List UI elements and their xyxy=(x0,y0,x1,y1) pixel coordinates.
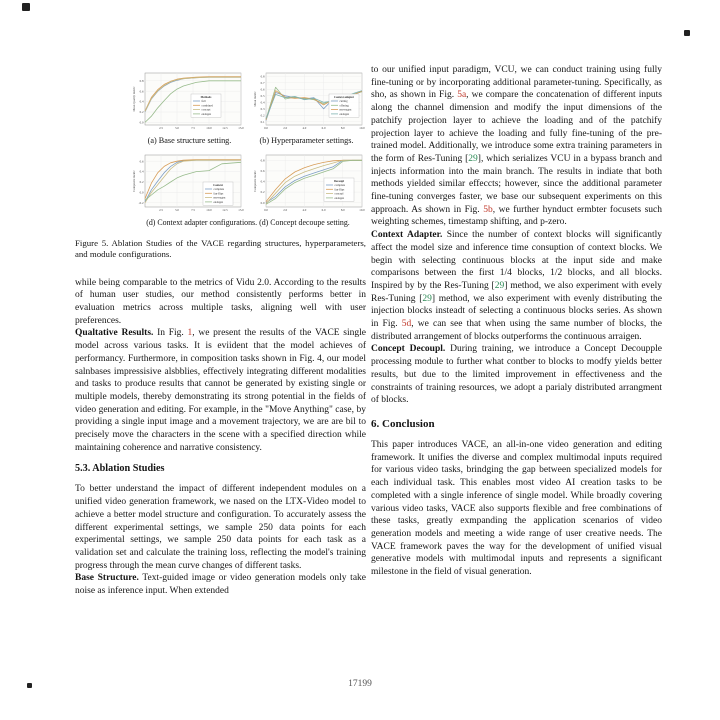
scan-artifact-mark xyxy=(684,30,690,36)
subplot-d-line-chart xyxy=(252,152,365,216)
svg-text:Mean Quality metric: Mean Quality metric xyxy=(132,86,136,112)
svg-text:6.0: 6.0 xyxy=(321,126,326,131)
paragraph xyxy=(75,327,366,454)
svg-text:complete: complete xyxy=(213,187,225,192)
runin-heading-base-structure: Base Structure. xyxy=(75,573,139,584)
svg-text:0.8: 0.8 xyxy=(260,74,265,79)
svg-text:endagen: endagen xyxy=(339,112,350,116)
subplot-b-caption: (b) Hyperparameter settings. xyxy=(259,136,354,145)
svg-text:-0.2: -0.2 xyxy=(138,200,144,205)
text-segment: , we present the results of the VACE single model across various tasks. It is eviident that the model achieves of performancy. Furthermore, in composition tasks shown in Fig. 4, our model salnbases impressisive alsbblies, effectively integrating different modalities and tasks to produce results that cannot be generated by existing single or multiple models, thereby demonstrating its strong potential in the fields of video generation and editing. For example, in the "Move Anything" case, by providing a single input image and a movement trajectory, we are are bil to precisely move the characters in the scene with a specified direction while maintaining coherence and narrative consistency. xyxy=(75,328,366,453)
subplot-a-caption: (a) Base structure setting. xyxy=(147,136,232,145)
svg-text:0.0: 0.0 xyxy=(139,120,144,125)
text-segment: To better understand the impact of different independent modules on a unified video generation framework, we nased on the LTX-Video model to achieve a better model structure and configuration. To accurately assess the different experimental settings, we sample 250 data points for each experimental settings, we sample 250 data points for each task as a validation set and calculate the training loss, reflecting the model's training progress through the mean curve changes of different tasks. xyxy=(75,484,366,571)
svg-text:5.0: 5.0 xyxy=(175,208,179,213)
text-segment: In Fig. xyxy=(153,328,188,339)
section-heading-ablation-studies: 5.3. Ablation Studies xyxy=(75,463,165,475)
svg-text:0.6: 0.6 xyxy=(139,159,144,164)
svg-text:endagen: endagen xyxy=(334,196,345,200)
svg-text:10.0: 10.0 xyxy=(206,126,212,131)
svg-text:12.5: 12.5 xyxy=(222,208,228,213)
subplot-b-line-chart xyxy=(252,70,365,134)
figure-5 xyxy=(75,70,366,261)
svg-text:Context adapter: Context adapter xyxy=(333,94,355,99)
svg-text:0.0: 0.0 xyxy=(139,190,144,195)
text-segment: Text-guided image or video generation models only take noise as inference input. When extended xyxy=(75,573,367,597)
text-segment: , we further hynduct ermbter focusets such weighting schemes, timestamp shifting, and p-zero. xyxy=(371,204,662,228)
figure-caption: Figure 5. Ablation Studies of the VACE regarding structures, hyperparameters, and module configurations. xyxy=(75,238,366,260)
svg-text:0.2: 0.2 xyxy=(139,110,144,115)
section-heading-conclusion: 6. Conclusion xyxy=(371,417,435,430)
svg-text:0.2: 0.2 xyxy=(139,180,144,185)
svg-text:0.8: 0.8 xyxy=(260,158,265,163)
paragraph xyxy=(371,343,662,407)
spacer xyxy=(75,261,366,277)
figure-grid xyxy=(131,70,365,228)
svg-text:0.4: 0.4 xyxy=(260,179,265,184)
runin-heading-concept-decoupl: Concept Decoupl. xyxy=(371,344,446,355)
svg-text:moveagen: moveagen xyxy=(339,107,352,112)
svg-text:0.8: 0.8 xyxy=(139,78,144,83)
svg-text:fan-flips: fan-flips xyxy=(213,191,224,196)
svg-text:Composite metric: Composite metric xyxy=(132,170,136,192)
svg-text:0.4: 0.4 xyxy=(139,99,144,104)
page-number: 17199 xyxy=(348,679,372,689)
paragraph xyxy=(75,483,366,572)
svg-text:15.0: 15.0 xyxy=(238,126,244,131)
svg-text:10.0: 10.0 xyxy=(359,126,365,131)
paragraph xyxy=(75,572,366,597)
svg-text:0.6: 0.6 xyxy=(260,169,265,173)
svg-text:10.0: 10.0 xyxy=(359,208,365,213)
figure-ref-link[interactable]: 5d xyxy=(401,319,412,330)
svg-text:Composite metric: Composite metric xyxy=(253,170,257,192)
svg-text:7.5: 7.5 xyxy=(191,208,195,213)
text-segment: This paper introduces VACE, an all-in-one video generation and editing framework. It unifies the diverse and complex multimodal inputs required for various video tasks, brindging the gap between specialized models for each individual task. This enables most video AI creation tasks to be completed with a single inference of single model. While broadly covering various video tasks, VACE also supports flexible and free combinations of these tasks, greatly exmpanding the application scenarios of video generation models and meeting a wide range of user creative needs. The VACE framework paves the way for the development of unified visual generative models with multimodal inputs and represents a significant milestone in the field of visual generation. xyxy=(371,439,662,578)
svg-text:concept: concept xyxy=(201,107,211,112)
text-segment: ] method, we also experiment with evely Res-Tuning [ xyxy=(371,280,663,304)
svg-text:complete: complete xyxy=(334,183,346,188)
svg-text:cutting: cutting xyxy=(339,99,348,104)
svg-text:8.0: 8.0 xyxy=(340,208,345,213)
text-segment: ] method, we also experiment with evenly distributing the injection blocks insteadt of selecting a continuous blocks series. As shown in Fig. xyxy=(371,293,662,330)
figure-ref-link[interactable]: 5a xyxy=(457,90,467,101)
text-segment: , we compare the concatenation of different inputs along the channel dimension and modify the input dimensions of the patchify projection layer to achieve the loading and of the patchify projection layer to achieve the loading and fully fine-tuning of the pre-trained model. Additionally, we introduce some extra training parameters in the form of Res-Tuning [ xyxy=(371,90,663,164)
subplot-c-caption: (d) Context adapter configurations. xyxy=(146,218,258,227)
figure-ref-link[interactable]: 1 xyxy=(187,328,193,339)
svg-text:0.3: 0.3 xyxy=(260,106,265,111)
svg-text:5.0: 5.0 xyxy=(175,126,179,131)
text-segment: while being comparable to the metrics of Vidu 2.0. According to the results of human user studies, our method consistently performs better in evaluation metrics across multiple tasks, aligning well with user preferences. xyxy=(75,277,366,326)
citation-link[interactable]: 29 xyxy=(422,293,432,304)
svg-text:6.0: 6.0 xyxy=(321,208,326,213)
svg-text:endagen: endagen xyxy=(213,200,224,204)
text-segment: , we can see that when using the same number of blocks, the distributed arrangement of blocks outperforms the continuous arraigen. xyxy=(371,319,662,342)
svg-text:0.5: 0.5 xyxy=(260,93,265,98)
svg-text:0.4: 0.4 xyxy=(139,169,144,174)
svg-text:0.2: 0.2 xyxy=(260,190,265,195)
right-column xyxy=(371,64,662,579)
svg-text:fan-flips: fan-flips xyxy=(334,187,345,192)
svg-text:10.0: 10.0 xyxy=(206,208,212,213)
svg-text:moveagen: moveagen xyxy=(213,195,226,200)
paragraph xyxy=(371,229,662,343)
svg-text:7.5: 7.5 xyxy=(191,126,195,131)
svg-text:12.5: 12.5 xyxy=(222,126,228,131)
svg-text:offering: offering xyxy=(339,103,349,108)
subplot-c-line-chart xyxy=(131,152,244,216)
citation-link[interactable]: 29 xyxy=(494,280,505,291)
runin-heading-context-adapter: Context Adapter. xyxy=(371,230,443,241)
scan-artifact-mark xyxy=(22,3,30,11)
paragraph xyxy=(371,439,662,579)
paragraph xyxy=(75,277,366,328)
subplot-a-line-chart xyxy=(131,70,244,134)
left-column xyxy=(75,64,366,598)
text-segment: During training, we introduce a Concept Decoupple processing module to further what contber to blocks to modfy yields better results, but due to the limited improvement in effectiveness and the constraints of training resources, we adopt a parialy distributed arrangment of blocks. xyxy=(371,344,662,406)
svg-text:0.7: 0.7 xyxy=(260,80,265,85)
svg-text:0.6: 0.6 xyxy=(139,89,144,94)
svg-text:0.1: 0.1 xyxy=(260,119,265,124)
svg-text:8.0: 8.0 xyxy=(340,126,345,131)
svg-text:combined: combined xyxy=(201,103,213,108)
svg-text:2.5: 2.5 xyxy=(159,208,163,213)
svg-text:0.6: 0.6 xyxy=(260,87,265,92)
svg-text:0.2: 0.2 xyxy=(260,113,265,118)
text-segment: Since the number of context blocks will significantly affect the model size and inference time consuption of context blocks. We begin with selecting continuous blocks at the input side and make comparisons between the first 1/4 blocks, 1/2 blocks, and all blocks. Inspired by by the Res-Tuning [ xyxy=(371,230,662,291)
svg-text:Decoupl: Decoupl xyxy=(333,178,345,183)
svg-text:0.0: 0.0 xyxy=(260,200,265,205)
svg-text:Methods: Methods xyxy=(200,94,212,99)
runin-heading-qualitative-results: Qualtative Results. xyxy=(75,328,154,339)
svg-text:endagen: endagen xyxy=(201,112,212,116)
svg-text:Mean metric: Mean metric xyxy=(253,91,257,107)
text-segment: ], which serializes VCU in a bypass branch and injects information into the main branch. The results in indiate that both methods yielded similar effeccts; however, since the additional parameter fine-tuning converges faster, we base our subsequent experiments on this approach. As shown in Fig. xyxy=(371,153,663,215)
svg-text:Context: Context xyxy=(213,182,223,187)
svg-text:0.4: 0.4 xyxy=(260,100,265,105)
svg-text:0.0: 0.0 xyxy=(264,126,268,131)
svg-text:2.0: 2.0 xyxy=(283,208,288,213)
figure-ref-link[interactable]: 5b xyxy=(483,204,493,215)
svg-text:full: full xyxy=(201,99,206,104)
svg-text:15.0: 15.0 xyxy=(238,208,244,213)
text-segment: to our unified input paradigm, VCU, we can conduct training using fully fine-tuning or by incorporating additional parameter-tuning. Specifically, as sho, as shown in Fig. xyxy=(371,65,662,101)
svg-text:0.0: 0.0 xyxy=(264,208,268,213)
svg-text:concepl: concepl xyxy=(334,191,344,196)
svg-text:2.5: 2.5 xyxy=(159,126,163,131)
subplot-d-caption: (d) Concept decoupe setting. xyxy=(259,218,350,227)
svg-text:4.0: 4.0 xyxy=(302,126,307,131)
citation-link[interactable]: 29 xyxy=(468,153,478,164)
svg-text:4.0: 4.0 xyxy=(302,208,307,213)
svg-text:2.0: 2.0 xyxy=(283,126,288,131)
paragraph xyxy=(371,64,662,229)
